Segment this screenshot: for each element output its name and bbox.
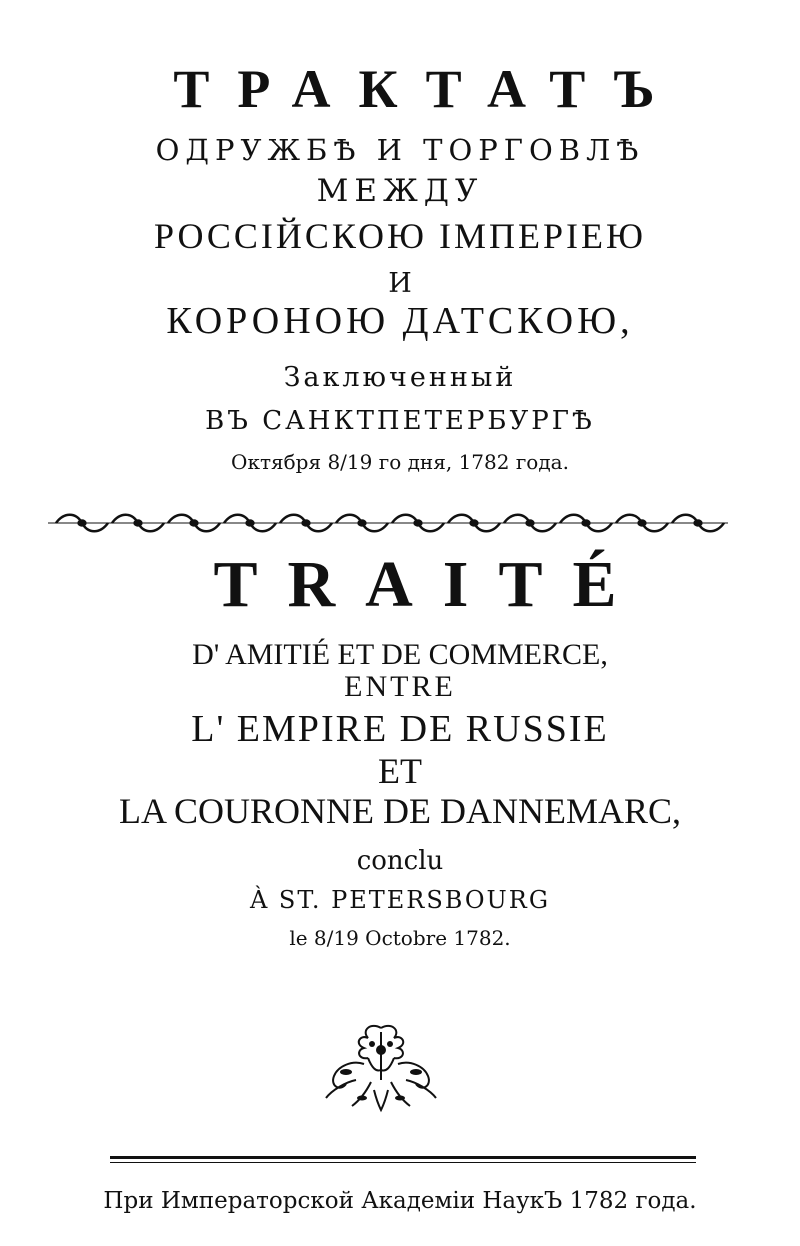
french-subtitle-crown: LA COURONNE DE DANNEMARC,: [118, 791, 681, 831]
french-title: TRAITÉ: [213, 548, 647, 621]
russian-subtitle-friendship: ОДРУЖБѢ И ТОРГОВЛѢ: [155, 133, 645, 167]
russian-place: ВЪ САНКТПЕТЕРБУРГѢ: [205, 406, 595, 436]
imprint: При Императорской Академіи НаукЪ 1782 года.: [103, 1188, 697, 1214]
french-subtitle-empire: L' EMPIRE DE RUSSIE: [191, 708, 609, 750]
russian-subtitle-between: МЕЖДУ: [316, 173, 484, 209]
french-subtitle-between: ENTRE: [344, 670, 456, 703]
russian-subtitle-empire: РОССІЙСКОЮ ІМПЕРІЕЮ: [153, 216, 647, 256]
russian-subtitle-crown: КОРОНОЮ ДАТСКОЮ,: [166, 300, 634, 342]
russian-concluded: Заключенный: [283, 362, 517, 393]
rule-thin: [110, 1162, 696, 1163]
french-date: le 8/19 Octobre 1782.: [289, 926, 511, 950]
french-subtitle-friendship: D' AMITIÉ ET DE COMMERCE,: [192, 638, 608, 671]
rule-thick: [110, 1156, 696, 1159]
floral-vignette-icon: [316, 1020, 446, 1115]
french-concluded: conclu: [356, 846, 444, 876]
russian-title: ТРАКТАТЪ: [173, 59, 683, 119]
french-subtitle-and: ET: [378, 751, 422, 791]
french-place: À ST. PETERSBOURG: [249, 886, 551, 914]
chain-ornament-icon: [48, 508, 728, 538]
russian-date: Октября 8/19 го дня, 1782 года.: [231, 450, 569, 474]
russian-subtitle-and: И: [388, 268, 412, 299]
